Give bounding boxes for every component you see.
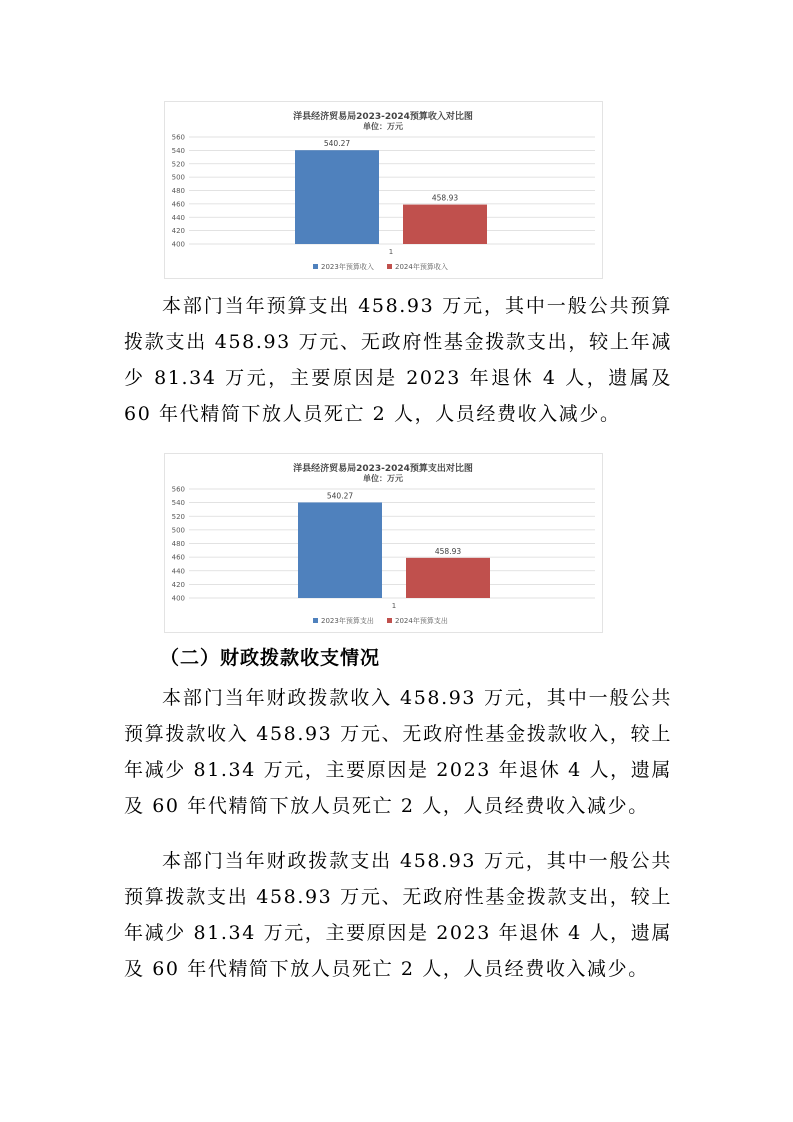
bar-2 (406, 558, 490, 598)
y-tick-label: 500 (171, 526, 185, 535)
y-tick-label: 500 (171, 173, 185, 182)
y-tick-label: 400 (171, 240, 185, 249)
legend-entry: 2024年预算支出 (395, 617, 448, 625)
legend-entry: 2023年预算收入 (321, 263, 374, 271)
y-tick-label: 560 (171, 485, 185, 494)
y-tick-label: 420 (171, 580, 185, 589)
paragraph-fiscal-income: 本部门当年财政拨款收入 458.93 万元，其中一般公共预算拨款收入 458.93 万元、无政府性基金拨款收入，较上年减少 81.34 万元，主要原因是 2023 年退休 4 人，遗属及 60 年代精简下放人员死亡 2 人，人员经费收入减少。 (124, 687, 672, 817)
x-category-label: 1 (391, 602, 397, 610)
y-tick-label: 420 (171, 227, 185, 236)
data-label: 458.93 (434, 546, 462, 556)
chart-title: 洋县经济贸易局2023-2024预算收入对比图 (293, 112, 473, 122)
y-tick-label: 440 (171, 567, 185, 576)
y-tick-label: 540 (171, 499, 185, 508)
y-tick-label: 540 (171, 146, 185, 155)
paragraph-budget-expenditure: 本部门当年预算支出 458.93 万元，其中一般公共预算拨款支出 458.93 万元、无政府性基金拨款支出，较上年减少 81.34 万元，主要原因是 2023 年退休 4 人，遗属及 60 年代精简下放人员死亡 2 人，人员经费收入减少。 (124, 295, 672, 425)
y-tick-label: 440 (171, 213, 185, 222)
y-tick-label: 520 (171, 160, 185, 169)
legend-entry: 2024年预算收入 (395, 263, 448, 271)
legend-entry: 2023年预算支出 (321, 617, 374, 625)
legend-swatch (387, 264, 392, 269)
chart-title: 洋县经济贸易局2023-2024预算支出对比图 (293, 464, 473, 474)
expenditure-chart-svg (165, 454, 602, 632)
income-chart-svg (165, 102, 602, 278)
y-tick-label: 460 (171, 200, 185, 209)
y-tick-label: 400 (171, 594, 185, 603)
y-tick-label: 520 (171, 512, 185, 521)
legend-swatch (313, 264, 318, 269)
data-label: 540.27 (326, 491, 354, 501)
income-chart (164, 101, 603, 279)
y-tick-label: 480 (171, 187, 185, 195)
chart-subtitle: 单位：万元 (363, 474, 403, 483)
x-category-label: 1 (388, 248, 394, 256)
y-tick-label: 560 (171, 133, 185, 142)
data-label: 540.27 (323, 139, 351, 149)
bar-1 (298, 502, 382, 598)
bar-2 (403, 205, 487, 244)
y-tick-label: 480 (171, 540, 185, 548)
section-heading: （二）财政拨款收支情况 (160, 647, 381, 669)
legend-swatch (387, 618, 392, 623)
legend-swatch (313, 618, 318, 623)
data-label: 458.93 (431, 193, 459, 203)
expenditure-chart (164, 453, 603, 633)
y-tick-label: 460 (171, 553, 185, 562)
paragraph-fiscal-expenditure: 本部门当年财政拨款支出 458.93 万元，其中一般公共预算拨款支出 458.93 万元、无政府性基金拨款支出，较上年减少 81.34 万元，主要原因是 2023 年退休 4 人，遗属及 60 年代精简下放人员死亡 2 人，人员经费收入减少。 (124, 850, 672, 980)
bar-1 (295, 150, 379, 244)
chart-subtitle: 单位：万元 (363, 122, 403, 131)
